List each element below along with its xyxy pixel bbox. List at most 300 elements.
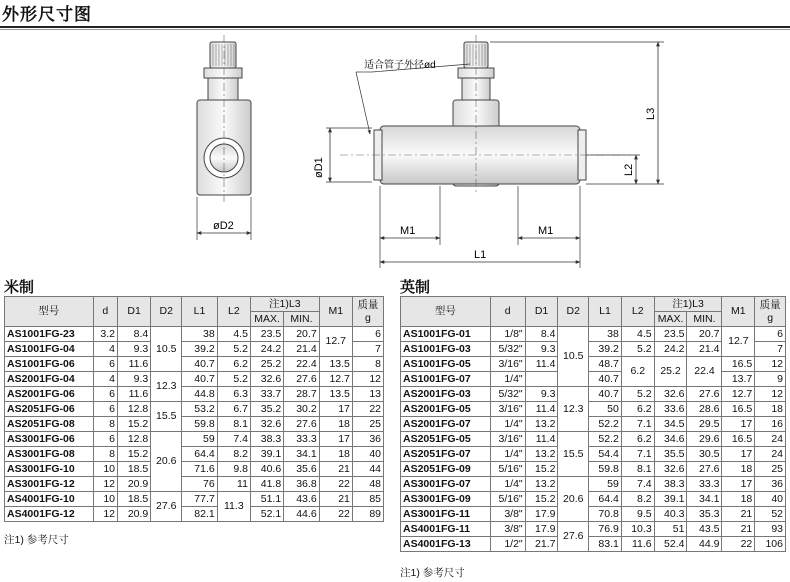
cell-max: 52.1 <box>250 507 283 522</box>
cell-l1: 38 <box>589 327 622 342</box>
cell-model: AS3001FG-08 <box>5 447 94 462</box>
cell-d: 6 <box>93 432 117 447</box>
cell-min: 21.4 <box>284 342 319 357</box>
table-row <box>401 402 786 417</box>
cell-m1: 16.5 <box>722 432 755 447</box>
cell-l2: 6.2 <box>621 402 654 417</box>
cell-l1: 59.8 <box>589 462 622 477</box>
col-l3-max: MAX. <box>654 312 687 327</box>
table-row <box>401 492 786 507</box>
cell-min: 22.4 <box>284 357 319 372</box>
cell-l2: 11.3 <box>217 492 250 522</box>
cell-d2: 10.5 <box>558 327 589 387</box>
cell-l2: 6.2 <box>621 357 654 387</box>
cell-d1: 17.9 <box>525 522 558 537</box>
cell-m1: 17 <box>319 402 352 417</box>
cell-l1: 39.2 <box>182 342 217 357</box>
cell-d1: 8.4 <box>525 327 558 342</box>
cell-max: 25.2 <box>654 357 687 387</box>
table-row <box>5 417 384 432</box>
cell-min: 35.3 <box>687 507 722 522</box>
cell-d1: 11.4 <box>525 357 558 372</box>
col-l1: L1 <box>589 297 622 327</box>
cell-max: 23.5 <box>250 327 283 342</box>
cell-d: 1/4" <box>490 447 525 462</box>
cell-m1: 22 <box>319 477 352 492</box>
cell-min: 43.5 <box>687 522 722 537</box>
cell-model: AS3001FG-09 <box>401 492 491 507</box>
table-row <box>5 357 384 372</box>
cell-d1 <box>525 372 558 387</box>
cell-l2: 5.2 <box>217 372 250 387</box>
table-row <box>5 327 384 342</box>
table-row <box>401 537 786 552</box>
cell-model: AS1001FG-05 <box>401 357 491 372</box>
cell-d1: 20.9 <box>118 477 151 492</box>
table-row <box>5 462 384 477</box>
cell-l1: 82.1 <box>182 507 217 522</box>
cell-l2: 6.2 <box>217 357 250 372</box>
cell-model: AS1001FG-03 <box>401 342 491 357</box>
cell-l1: 83.1 <box>589 537 622 552</box>
cell-l1: 50 <box>589 402 622 417</box>
cell-d1: 15.2 <box>118 447 151 462</box>
cell-d1: 13.2 <box>525 477 558 492</box>
cell-d: 12 <box>93 477 117 492</box>
cell-d: 3.2 <box>93 327 117 342</box>
col-l1: L1 <box>182 297 217 327</box>
cell-w: 40 <box>755 492 786 507</box>
cell-max: 24.2 <box>654 342 687 357</box>
cell-l2: 7.4 <box>621 477 654 492</box>
col-m1: M1 <box>722 297 755 327</box>
cell-d: 3/16" <box>490 357 525 372</box>
cell-d2: 12.3 <box>151 372 182 402</box>
cell-l2: 5.2 <box>621 342 654 357</box>
cell-d1: 18.5 <box>118 492 151 507</box>
cell-l2: 8.1 <box>621 462 654 477</box>
cell-l1: 54.4 <box>589 447 622 462</box>
cell-w: 6 <box>352 327 383 342</box>
cell-max: 41.8 <box>250 477 283 492</box>
cell-model: AS1001FG-07 <box>401 372 491 387</box>
cell-m1: 21 <box>722 522 755 537</box>
cell-d1: 9.3 <box>118 372 151 387</box>
cell-max: 40.6 <box>250 462 283 477</box>
cell-w: 12 <box>755 357 786 372</box>
knob <box>210 42 236 68</box>
cell-d1: 11.4 <box>525 432 558 447</box>
cell-l2: 4.5 <box>217 327 250 342</box>
cell-m1: 13.7 <box>722 372 755 387</box>
cell-l1: 40.7 <box>589 387 622 402</box>
cell-l1: 38 <box>182 327 217 342</box>
cell-max: 25.2 <box>250 357 283 372</box>
cell-d1: 9.3 <box>525 342 558 357</box>
cell-l2: 5.2 <box>217 342 250 357</box>
cell-w: 36 <box>352 432 383 447</box>
cell-w: 7 <box>755 342 786 357</box>
cell-d: 5/32" <box>490 342 525 357</box>
cell-d2: 10.5 <box>151 327 182 372</box>
metric-title: 米制 <box>4 279 35 296</box>
table-row <box>5 372 384 387</box>
cell-d: 5/16" <box>490 462 525 477</box>
cell-d2: 15.5 <box>151 402 182 432</box>
cell-d1: 13.2 <box>525 417 558 432</box>
col-weight: 质量 g <box>352 297 383 327</box>
cell-min: 21.4 <box>687 342 722 357</box>
cell-model: AS1001FG-04 <box>5 342 94 357</box>
cell-l2: 9.5 <box>621 507 654 522</box>
cell-w: 16 <box>755 417 786 432</box>
cell-d1: 17.9 <box>525 507 558 522</box>
cell-w: 25 <box>352 417 383 432</box>
cell-model: AS2051FG-06 <box>5 402 94 417</box>
cell-d: 3/8" <box>490 522 525 537</box>
cell-m1: 12.7 <box>722 387 755 402</box>
cell-max: 39.1 <box>654 492 687 507</box>
cell-l1: 52.2 <box>589 432 622 447</box>
cell-model: AS2001FG-06 <box>5 387 94 402</box>
cell-m1: 18 <box>722 492 755 507</box>
table-row <box>5 477 384 492</box>
cell-w: 24 <box>755 432 786 447</box>
cell-d1: 11.6 <box>118 357 151 372</box>
cell-w: 18 <box>755 402 786 417</box>
cell-d: 1/4" <box>490 477 525 492</box>
table-row <box>401 447 786 462</box>
col-weight: 质量 g <box>755 297 786 327</box>
cell-d: 1/2" <box>490 537 525 552</box>
cell-d: 1/4" <box>490 417 525 432</box>
cell-max: 32.6 <box>654 387 687 402</box>
cell-m1: 12.7 <box>722 327 755 357</box>
cell-l1: 44.8 <box>182 387 217 402</box>
cell-d1: 15.2 <box>525 492 558 507</box>
cell-l1: 40.7 <box>589 372 622 387</box>
cell-min: 43.6 <box>284 492 319 507</box>
cell-w: 36 <box>755 477 786 492</box>
dim-l1-label: L1 <box>474 249 487 261</box>
col-l2: L2 <box>217 297 250 327</box>
cell-m1: 17 <box>722 477 755 492</box>
table-row <box>5 492 384 507</box>
cell-l2: 4.5 <box>621 327 654 342</box>
page-title: 外形尺寸图 <box>2 5 92 24</box>
cell-l2: 10.3 <box>621 522 654 537</box>
cell-l1: 70.8 <box>589 507 622 522</box>
cell-l2: 7.1 <box>621 447 654 462</box>
cell-l1: 59.8 <box>182 417 217 432</box>
cell-l1: 59 <box>589 477 622 492</box>
cell-d: 12 <box>93 507 117 522</box>
cell-l2: 6.7 <box>217 402 250 417</box>
cell-model: AS2051FG-09 <box>401 462 491 477</box>
cell-max: 40.3 <box>654 507 687 522</box>
cell-min: 33.3 <box>284 432 319 447</box>
cell-m1: 13.5 <box>319 387 352 402</box>
cell-min: 30.5 <box>687 447 722 462</box>
cell-d: 6 <box>93 387 117 402</box>
cell-model: AS2001FG-07 <box>401 417 491 432</box>
cell-l1: 71.6 <box>182 462 217 477</box>
table-row <box>5 387 384 402</box>
cell-m1: 17 <box>722 417 755 432</box>
table-row <box>401 477 786 492</box>
cell-w: 22 <box>352 402 383 417</box>
cell-min: 29.6 <box>687 432 722 447</box>
cell-max: 32.6 <box>250 372 283 387</box>
cell-max: 33.6 <box>654 402 687 417</box>
cell-w: 24 <box>755 447 786 462</box>
table-row <box>401 417 786 432</box>
table-row <box>401 327 786 342</box>
col-d2: D2 <box>151 297 182 327</box>
table-row <box>401 372 786 387</box>
cell-model: AS4001FG-12 <box>5 507 94 522</box>
cell-w: 6 <box>755 327 786 342</box>
table-row <box>5 432 384 447</box>
cell-min: 27.6 <box>284 372 319 387</box>
cell-max: 35.2 <box>250 402 283 417</box>
cell-d2: 27.6 <box>558 522 589 552</box>
cell-model: AS4001FG-10 <box>5 492 94 507</box>
col-m1: M1 <box>319 297 352 327</box>
cell-model: AS4001FG-11 <box>401 522 491 537</box>
cell-d2: 27.6 <box>151 492 182 522</box>
cell-d: 8 <box>93 447 117 462</box>
cell-l2: 11.6 <box>621 537 654 552</box>
cell-m1: 21 <box>319 462 352 477</box>
col-model: 型号 <box>5 297 94 327</box>
cell-d: 6 <box>93 357 117 372</box>
cell-w: 89 <box>352 507 383 522</box>
cell-d1: 12.8 <box>118 402 151 417</box>
cell-w: 52 <box>755 507 786 522</box>
cell-l1: 39.2 <box>589 342 622 357</box>
cell-l2: 11 <box>217 477 250 492</box>
cell-l1: 59 <box>182 432 217 447</box>
cell-w: 48 <box>352 477 383 492</box>
table-row <box>5 447 384 462</box>
col-d2: D2 <box>558 297 589 327</box>
cell-m1: 16.5 <box>722 357 755 372</box>
cell-l1: 40.7 <box>182 357 217 372</box>
col-d1: D1 <box>525 297 558 327</box>
cell-m1: 13.5 <box>319 357 352 372</box>
table-row <box>401 357 786 372</box>
cell-max: 38.3 <box>250 432 283 447</box>
imperial-spec-table <box>400 296 786 552</box>
cell-d1: 13.2 <box>525 447 558 462</box>
cell-min: 22.4 <box>687 357 722 387</box>
cell-max: 51.1 <box>250 492 283 507</box>
cell-d1: 15.2 <box>525 462 558 477</box>
cell-l2: 8.2 <box>217 447 250 462</box>
cell-l2: 5.2 <box>621 387 654 402</box>
cell-d2: 20.6 <box>558 477 589 522</box>
cell-w: 12 <box>755 387 786 402</box>
cell-d: 4 <box>93 342 117 357</box>
col-model: 型号 <box>401 297 491 327</box>
metric-note: 注1) 参考尺寸 <box>4 534 69 546</box>
cell-model: AS2001FG-03 <box>401 387 491 402</box>
cell-w: 9 <box>755 372 786 387</box>
cell-model: AS3001FG-12 <box>5 477 94 492</box>
cell-d: 10 <box>93 492 117 507</box>
cell-min: 44.6 <box>284 507 319 522</box>
cell-w: 106 <box>755 537 786 552</box>
cell-w: 40 <box>352 447 383 462</box>
cell-w: 8 <box>352 357 383 372</box>
cell-l1: 76 <box>182 477 217 492</box>
cell-l2: 9.8 <box>217 462 250 477</box>
table-row <box>401 507 786 522</box>
cell-l2: 6.3 <box>217 387 250 402</box>
cell-d: 8 <box>93 417 117 432</box>
cell-l1: 40.7 <box>182 372 217 387</box>
cell-l1: 48.7 <box>589 357 622 372</box>
col-d: d <box>490 297 525 327</box>
cell-d1: 15.2 <box>118 417 151 432</box>
col-l3-min: MIN. <box>284 312 319 327</box>
cell-max: 35.5 <box>654 447 687 462</box>
cell-model: AS2051FG-05 <box>401 432 491 447</box>
cell-min: 36.8 <box>284 477 319 492</box>
cell-d2: 20.6 <box>151 432 182 492</box>
cell-l1: 76.9 <box>589 522 622 537</box>
cell-d1: 12.8 <box>118 432 151 447</box>
cell-m1: 17 <box>722 447 755 462</box>
cell-max: 38.3 <box>654 477 687 492</box>
cell-d: 3/8" <box>490 507 525 522</box>
cell-l1: 52.2 <box>589 417 622 432</box>
cell-d1: 11.6 <box>118 387 151 402</box>
dim-m1-right-label: M1 <box>538 225 554 237</box>
cell-w: 85 <box>352 492 383 507</box>
cell-d: 1/4" <box>490 372 525 387</box>
col-l3: 注1)L3 <box>654 297 722 312</box>
dim-l2-label: L2 <box>623 163 635 176</box>
cell-min: 28.6 <box>687 402 722 417</box>
col-l3-min: MIN. <box>687 312 722 327</box>
cell-m1: 12.7 <box>319 327 352 357</box>
cell-d1: 21.7 <box>525 537 558 552</box>
cell-d1: 11.4 <box>525 402 558 417</box>
cell-model: AS3001FG-06 <box>5 432 94 447</box>
cell-l1: 53.2 <box>182 402 217 417</box>
cell-max: 34.6 <box>654 432 687 447</box>
col-d: d <box>93 297 117 327</box>
cell-l2: 8.1 <box>217 417 250 432</box>
cell-w: 7 <box>352 342 383 357</box>
cell-d1: 9.3 <box>118 342 151 357</box>
cell-model: AS3001FG-07 <box>401 477 491 492</box>
cell-d1: 18.5 <box>118 462 151 477</box>
cell-min: 30.2 <box>284 402 319 417</box>
cell-m1: 21 <box>319 492 352 507</box>
cell-model: AS2051FG-07 <box>401 447 491 462</box>
dim-m1-left-label: M1 <box>400 225 416 237</box>
cell-m1: 12.7 <box>319 372 352 387</box>
metric-spec-table <box>4 296 384 522</box>
dim-l3-label: L3 <box>645 107 657 120</box>
table-row <box>401 432 786 447</box>
cell-model: AS2001FG-05 <box>401 402 491 417</box>
cell-m1: 18 <box>722 462 755 477</box>
cell-l1: 64.4 <box>182 447 217 462</box>
cell-m1: 22 <box>319 507 352 522</box>
cell-w: 25 <box>755 462 786 477</box>
cell-min: 34.1 <box>687 492 722 507</box>
col-l3: 注1)L3 <box>250 297 319 312</box>
cell-min: 29.5 <box>687 417 722 432</box>
tube-od-label: 适合管子外径ød <box>364 60 436 71</box>
cell-d: 1/8" <box>490 327 525 342</box>
table-row <box>401 462 786 477</box>
imperial-note: 注1) 参考尺寸 <box>400 567 465 579</box>
cell-l2: 7.1 <box>621 417 654 432</box>
cell-max: 32.6 <box>250 417 283 432</box>
cell-w: 12 <box>352 372 383 387</box>
cell-d: 3/16" <box>490 402 525 417</box>
cell-min: 27.6 <box>284 417 319 432</box>
cell-d: 5/16" <box>490 492 525 507</box>
cell-m1: 16.5 <box>722 402 755 417</box>
title-underline <box>0 26 790 28</box>
cell-m1: 17 <box>319 432 352 447</box>
cell-min: 20.7 <box>687 327 722 342</box>
cell-d1: 8.4 <box>118 327 151 342</box>
cell-d: 4 <box>93 372 117 387</box>
cell-max: 52.4 <box>654 537 687 552</box>
cell-d1: 20.9 <box>118 507 151 522</box>
cell-w: 13 <box>352 387 383 402</box>
col-l3-max: MAX. <box>250 312 283 327</box>
cell-model: AS3001FG-11 <box>401 507 491 522</box>
dim-d1-label: øD1 <box>313 157 325 178</box>
cell-max: 33.7 <box>250 387 283 402</box>
cell-min: 35.6 <box>284 462 319 477</box>
cell-l2: 6.2 <box>621 432 654 447</box>
cell-min: 28.7 <box>284 387 319 402</box>
cell-d1: 9.3 <box>525 387 558 402</box>
cell-min: 27.6 <box>687 462 722 477</box>
cell-m1: 18 <box>319 447 352 462</box>
cell-model: AS2051FG-08 <box>5 417 94 432</box>
cell-model: AS4001FG-13 <box>401 537 491 552</box>
cell-max: 39.1 <box>250 447 283 462</box>
cell-max: 34.5 <box>654 417 687 432</box>
lock-nut <box>204 68 242 78</box>
cell-model: AS3001FG-10 <box>5 462 94 477</box>
col-l2: L2 <box>621 297 654 327</box>
cell-min: 20.7 <box>284 327 319 342</box>
cell-m1: 22 <box>722 537 755 552</box>
cell-w: 44 <box>352 462 383 477</box>
cell-d: 3/16" <box>490 432 525 447</box>
cell-model: AS1001FG-06 <box>5 357 94 372</box>
cell-l2: 7.4 <box>217 432 250 447</box>
cell-model: AS1001FG-01 <box>401 327 491 342</box>
cell-min: 27.6 <box>687 387 722 402</box>
cell-d: 10 <box>93 462 117 477</box>
cell-m1: 18 <box>319 417 352 432</box>
cell-d2: 15.5 <box>558 432 589 477</box>
cell-d: 6 <box>93 402 117 417</box>
cell-l2: 8.2 <box>621 492 654 507</box>
